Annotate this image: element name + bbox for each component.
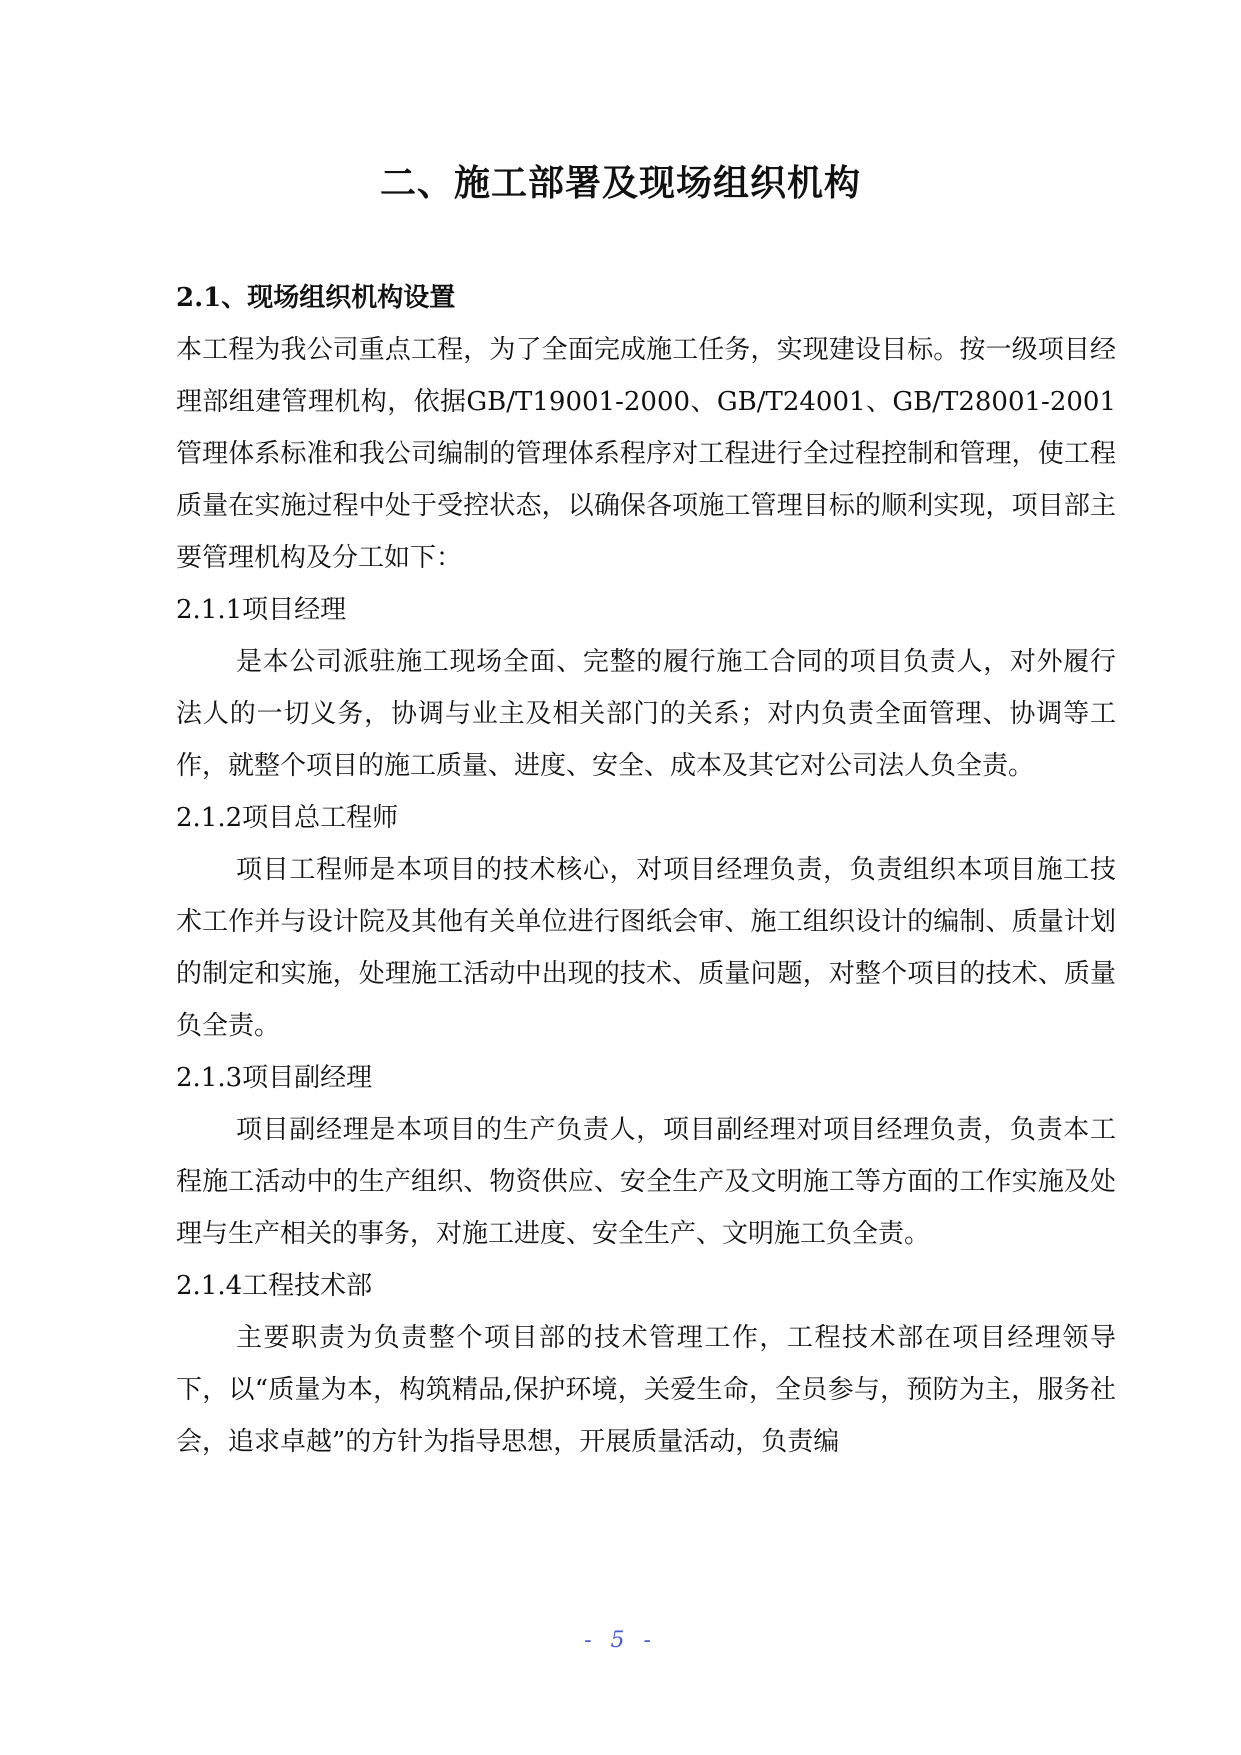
subsection-body-project-manager: 是本公司派驻施工现场全面、完整的履行施工合同的项目负责人，对外履行法人的一切义务，协调与业主及相关部门的关系；对内负责全面管理、协调等工作，就整个项目的施工质量、进度、安全、成本及其它对公司法人负全责。 [176, 647, 1116, 781]
subsection-heading-chief-engineer: 2.1.2项目总工程师 [176, 803, 399, 833]
subsection-body-engineering-dept: 主要职责为负责整个项目部的技术管理工作，工程技术部在项目经理领导下，以“质量为本，构筑精品,保护环境，关爱生命，全员参与，预防为主，服务社会，追求卓越”的方针为指导思想，开展质量活动，负责编 [176, 1323, 1116, 1457]
page-title: 二、施工部署及现场组织机构 [379, 162, 861, 204]
subsection-body-chief-engineer: 项目工程师是本项目的技术核心，对项目经理负责，负责组织本项目施工技术工作并与设计院及其他有关单位进行图纸会审、施工组织设计的编制、质量计划的制定和实施，处理施工活动中出现的技术、质量问题，对整个项目的技术、质量负全责。 [176, 855, 1116, 1041]
intro-paragraph: 本工程为我公司重点工程，为了全面完成施工任务，实现建设目标。按一级项目经理部组建管理机构，依据GB/T19001-2000、GB/T24001、GB/T28001-2001管理体系标准和我公司编制的管理体系程序对工程进行全过程控制和管理，使工程质量在实施过程中处于受控状态，以确保各项施工管理目标的顺利实现，项目部主要管理机构及分工如下： [176, 335, 1116, 573]
subsection-heading-deputy-manager: 2.1.3项目副经理 [176, 1063, 373, 1093]
subsection-heading-engineering-dept: 2.1.4工程技术部 [176, 1271, 373, 1301]
subsection-heading-project-manager: 2.1.1项目经理 [176, 595, 347, 625]
subsection-body-deputy-manager: 项目副经理是本项目的生产负责人，项目副经理对项目经理负责，负责本工程施工活动中的生产组织、物资供应、安全生产及文明施工等方面的工作实施及处理与生产相关的事务，对施工进度、安全生产、文明施工负全责。 [176, 1115, 1116, 1249]
document-body [176, 272, 1116, 1468]
section-heading: 2.1、现场组织机构设置 [176, 283, 456, 313]
page-number: - 5 - [584, 1628, 657, 1653]
